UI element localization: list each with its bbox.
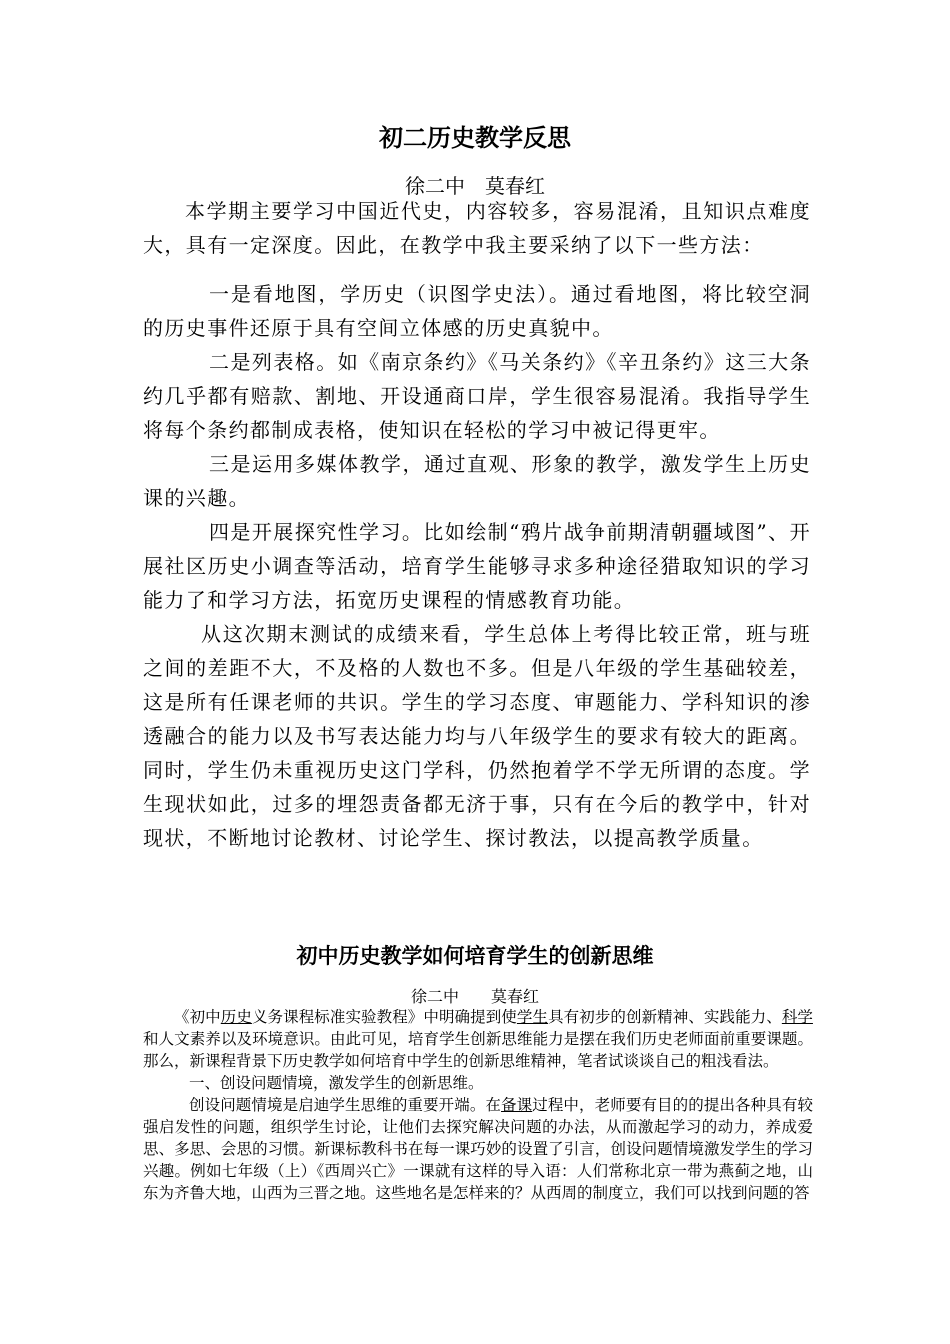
article2-heading: 一、创设问题情境，激发学生的创新思维。 [189,1074,484,1092]
article1-author: 徐二中 莫春红 [405,174,545,198]
text-run: 创设问题情境是启迪学生思维的重要开端。在 [189,1096,502,1114]
article1-paragraph: 本学期主要学习中国近代史，内容较多，容易混淆，且知识点难度大，具有一定深度。因此，在教学中我主要采纳了以下一些方法： [143,199,811,257]
article1-paragraph: 从这次期末测试的成绩来看，学生总体上考得比较正常，班与班之间的差距不大，不及格的人数也不多。但是八年级的学生基础较差，这是所有任课老师的共识。学生的学习态度、审题能力、学科知识的渗透融合的能力以及书写表达能力均与八年级学生的要求有较大的距离。同时，学生仍未重视历史这门学科，仍然抱着学不学无所谓的态度。学生现状如此，过多的埋怨责备都无济于事，只有在今后的教学中，针对现状，不断地讨论教材、讨论学生、探讨教法，以提高教学质量。 [143,622,811,850]
article2-author: 徐二中 莫春红 [410,987,539,1006]
article2-paragraph [143,1094,813,1204]
article1-paragraph: 三是运用多媒体教学，通过直观、形象的教学，激发学生上历史课的兴趣。 [143,452,811,510]
article1-title: 初二历史教学反思 [379,123,571,152]
article2-body [143,1006,813,1204]
text-run: 和人文素养以及环境意识。由此可见，培育学生创新思维能力是摆在我们历史老师面前重要课题。那么，新课程背景下历史教学如何培育中学生的创新思维精神，笔者试谈谈自己的粗浅看法。 [143,1030,813,1070]
text-run: 义务课程标准实验教程》中明确提到使 [251,1008,517,1026]
article2-paragraph [143,1006,813,1072]
underlined-term: 学生 [516,1008,549,1026]
underlined-term: 科学 [781,1008,813,1026]
underlined-term: 历史 [220,1008,252,1026]
article1-paragraph: 二是列表格。如《南京条约》《马关条约》《辛丑条约》这三大条约几乎都有赔款、割地、开设通商口岸，学生很容易混淆。我指导学生将每个条约都制成表格，使知识在轻松的学习中被记得更牢。 [143,350,811,442]
article2-title: 初中历史教学如何培育学生的创新思维 [296,943,654,968]
text-run: 过程中，老师要有目的的提出各种具有较强启发性的问题，组织学生讨论，让他们去探究解决问题的办法，从而激起学习的动力，养成爱思、多思、会思的习惯。新课标教科书在每一课巧妙的设置了引言，创设问题情境激发学生的学习兴趣。例如七年级（上）《西周兴亡》一课就有这样的导入语：人们常称北京一带为燕蓟之地，山东为齐鲁大地，山西为三晋之地。这些地名是怎样来的？从西周的制度立，我们可以找到问题的答 [143,1096,813,1202]
text-run: 具有初步的创新精神、实践能力、 [548,1008,782,1026]
text-run: 《初中 [174,1008,221,1026]
article1-body [143,194,811,855]
article1-paragraph: 四是开展探究性学习。比如绘制“鸦片战争前期清朝疆域图”、开展社区历史小调查等活动，培育学生能够寻求多种途径猎取知识的学习能力了和学习方法，拓宽历史课程的情感教育功能。 [143,520,811,612]
article1-paragraph: 一是看地图，学历史（识图学史法）。通过看地图，将比较空洞的历史事件还原于具有空间立体感的历史真貌中。 [143,282,811,340]
underlined-term: 备课 [501,1096,533,1114]
